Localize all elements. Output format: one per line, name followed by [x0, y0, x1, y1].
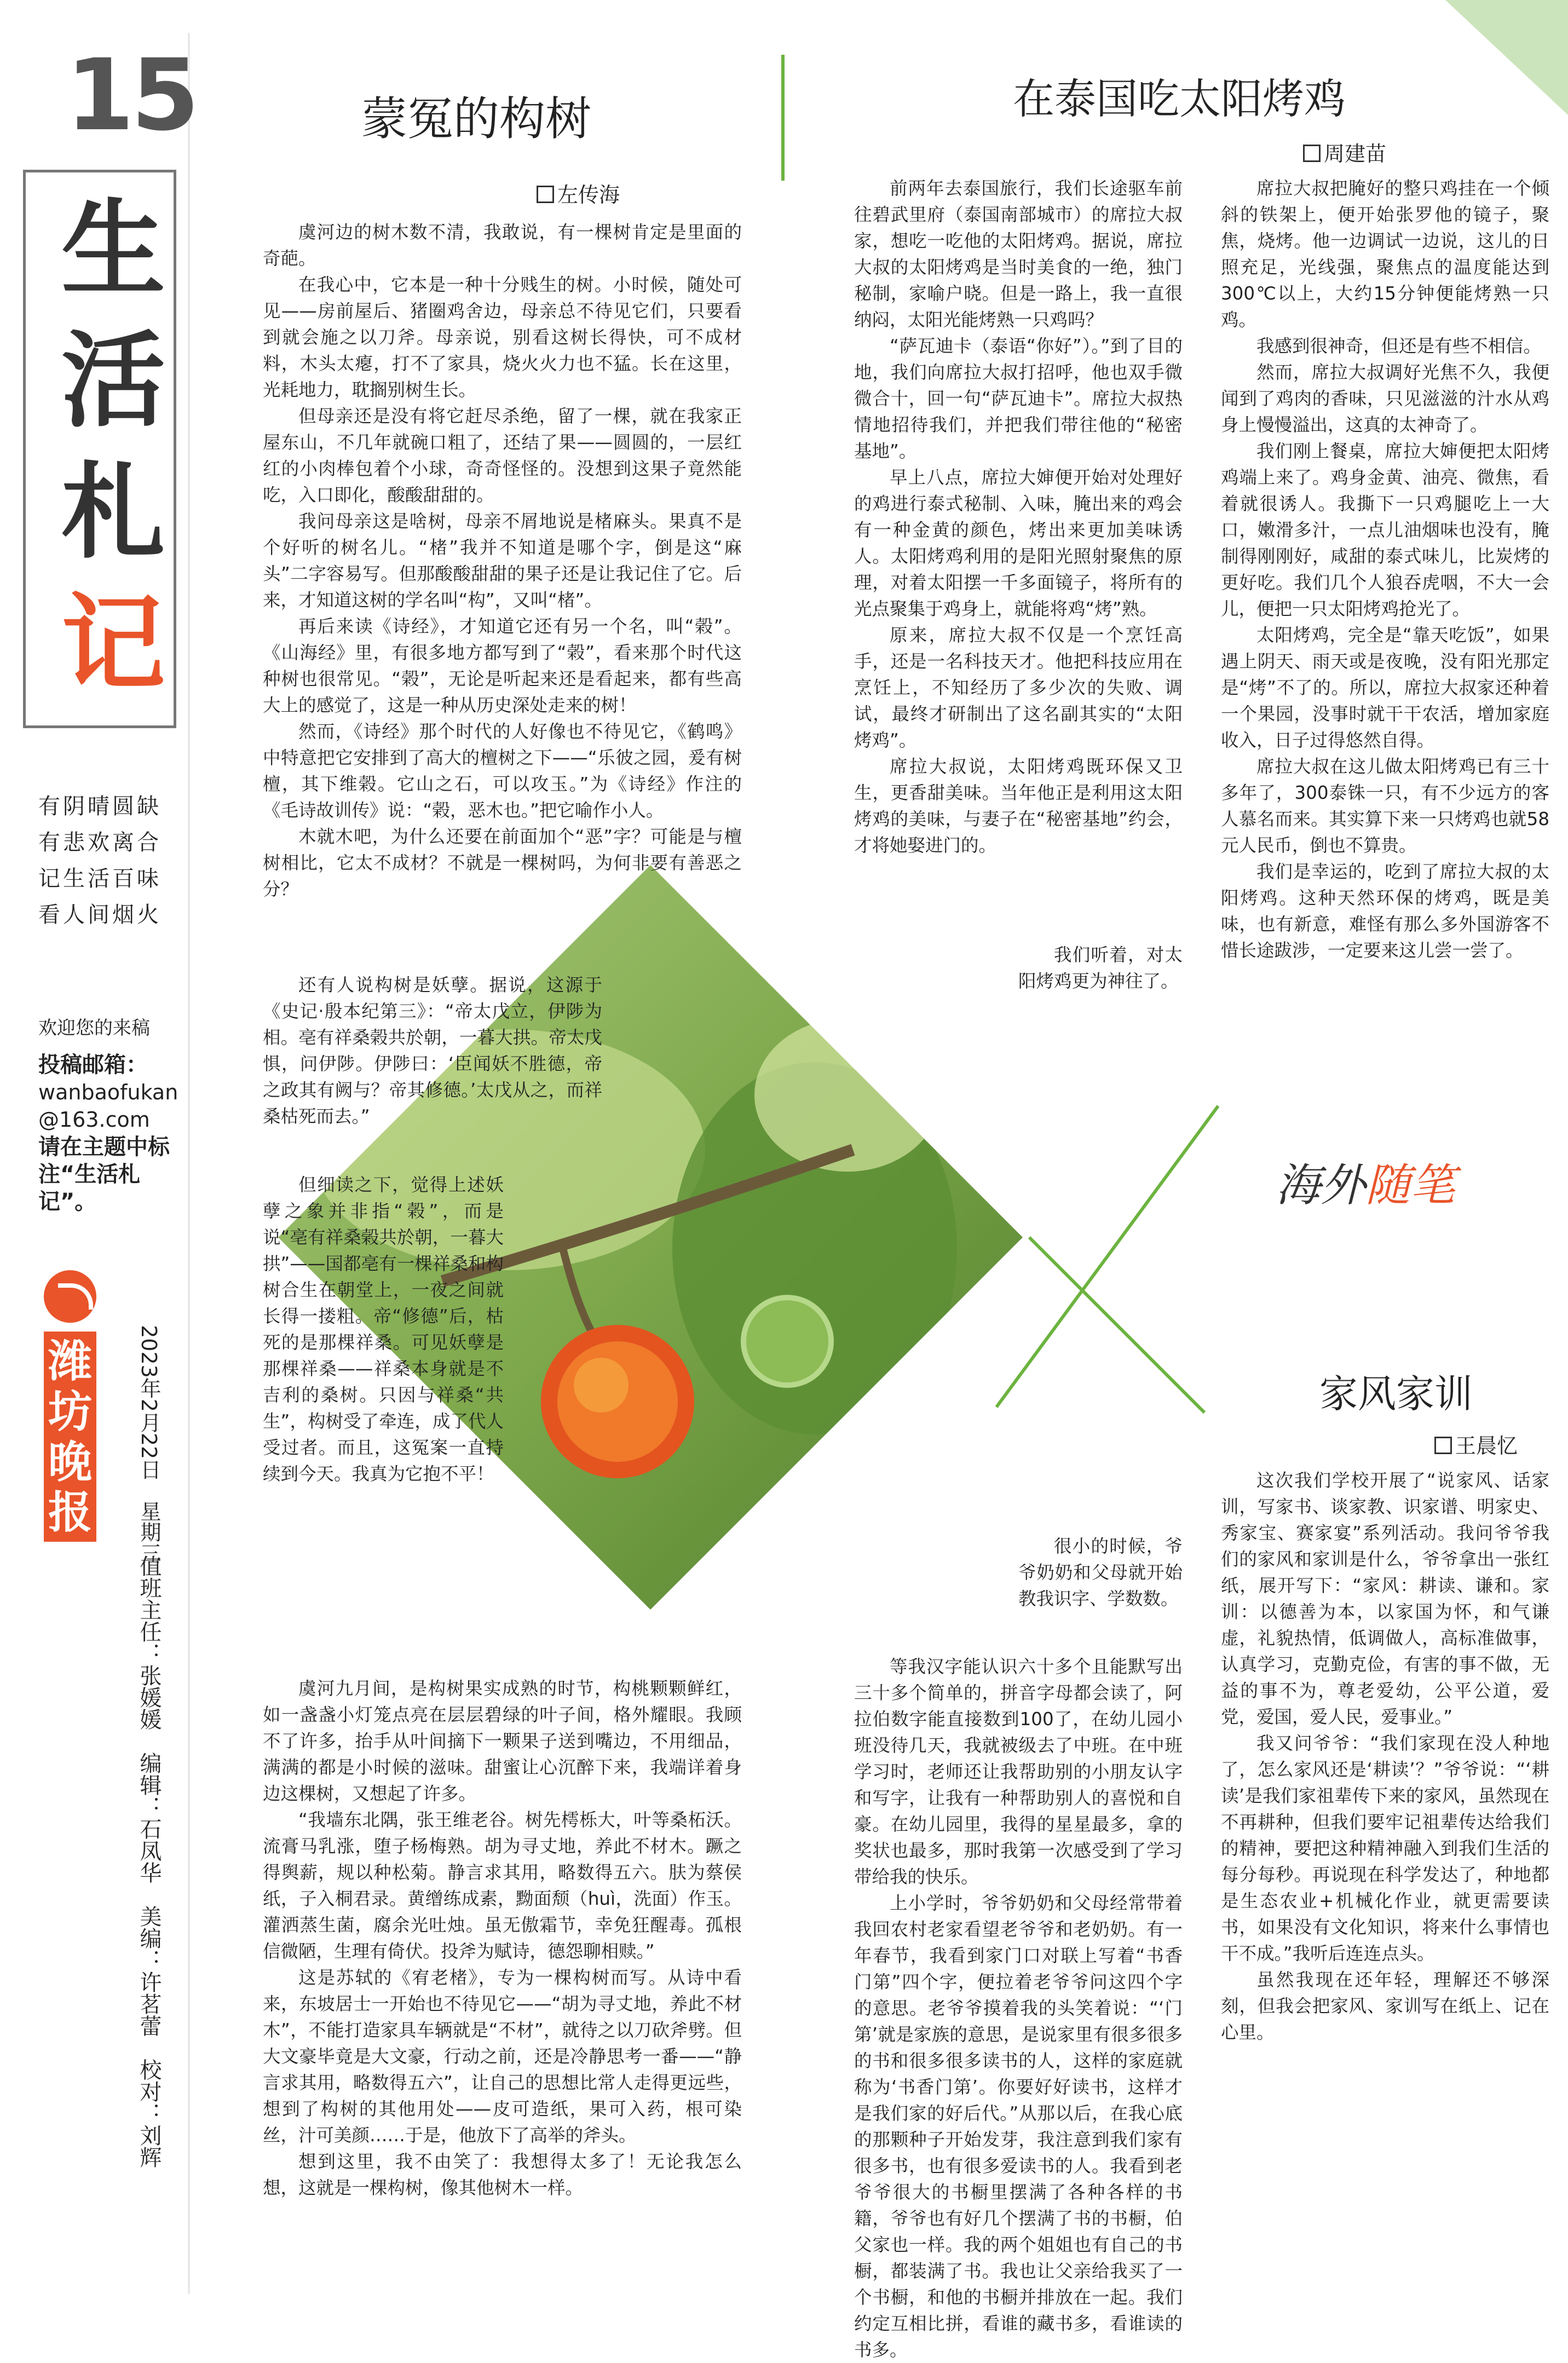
article1-paragraph: 在我心中，它本是一种十分贱生的树。小时候，随处可见——房前屋后、猪圈鸡舍边，母亲总不待见它们，只要看到就会施之以刀斧。母亲说，别看这树长得快，可不成材料，木头太瘪，打不了家具，烧火火力也不猛。长在这里，光耗地力，耽搁别树生长。	[263, 274, 742, 400]
article1-body-wrap1	[263, 972, 602, 1129]
welcome-text: 欢迎您的来稿	[38, 1017, 150, 1039]
article3-byline: 王晨忆	[1434, 1429, 1518, 1459]
article1-body-wrap2	[263, 1172, 504, 1487]
article3-paragraph: 我又问爷爷：“我们家现在没人种地了，怎么家风还是‘耕读’？”爷爷说：“‘耕读’是我们家祖辈传下来的家风，虽然现在不再耕种，但我们要牢记祖辈传达给我们的精神，要把这种精神融入到我们生活的每分每秒。再说现在科学发达了，种地都是生态农业+机械化作业，就更需要读书，如果没有文化知识，将来什么事情也干不成。”我听后连连点头。	[1221, 1733, 1549, 1964]
article2-paragraph: 然而，席拉大叔调好光焦不久，我便闻到了鸡肉的香味，只见滋滋的汁水从鸡身上慢慢溢出，这真的太神奇了。	[1221, 362, 1549, 435]
section-char-4: 记	[61, 582, 165, 704]
article2-body-wrap	[1018, 942, 1183, 994]
article3-paragraph: 虽然我现在还年轻，理解还不够深刻，但我会把家风、家训写在纸上、记在心里。	[1221, 1969, 1549, 2043]
article2-paragraph: 我感到很神奇，但还是有些不相信。	[1256, 336, 1542, 356]
article2-paragraph: 席拉大叔说，太阳烤鸡既环保又卫生，更香甜美味。当年他正是利用这太阳烤鸡的美味，与妻子在“秘密基地”约会，才将她娶进门的。	[854, 756, 1183, 856]
article2-paragraph: 席拉大叔把腌好的整只鸡挂在一个倾斜的铁架上，便开始张罗他的镜子，聚焦，烧烤。他一边调试一边说，这儿的日照充足，光线强，聚焦点的温度能达到300℃以上，大约15分钟便能烤熟一只鸡。	[1221, 178, 1549, 330]
article3-paragraph: 很小的时候，爷爷奶奶和父母就开始教我识字、学数数。	[1018, 1536, 1183, 1609]
article2-paragraph: 前两年去泰国旅行，我们长途驱车前往碧武里府（泰国南部城市）的席拉大叔家，想吃一吃他的太阳烤鸡。据说，席拉大叔的太阳烤鸡是当时美食的一绝，独门秘制，家喻户晓。但是一路上，我一直很纳闷，太阳光能烤熟一只鸡吗？	[854, 178, 1183, 330]
email-address-2[interactable]: @163.com	[38, 1108, 150, 1132]
article3-body-left	[854, 1653, 1183, 2363]
column-mark-prefix: 海外	[1276, 1160, 1365, 1212]
article3-paragraph: 这次我们学校开展了“说家风、话家训，写家书、谈家教、识家谱、明家史、秀家宝、赛家宴”系列活动。我问爷爷我们的家风和家训是什么，爷爷拿出一张红纸，展开写下：“家风：耕读、谦和。家训：以德善为本，以家国为怀，和气谦虚，礼貌热情，低调做人，高标准做事，认真学习，克勤克俭，有害的事不做，无益的事不为，尊老爱幼，公平公道，爱党，爱国，爱人民，爱事业。”	[1221, 1470, 1549, 1727]
article3-body-right	[1221, 1467, 1549, 2045]
article1-paragraph: 再后来读《诗经》，才知道它还有另一个名，叫“榖”。《山海经》里，有很多地方都写到了“榖”，看来那个时代这种树也很常见。“榖”，无论是听起来还是看起来，都有些高大上的感觉了，这是一种从历史深处走来的树！	[263, 616, 742, 716]
motto-line: 看人间烟火	[38, 902, 162, 927]
dateline: 2023年2月22日 星期三	[137, 1325, 161, 1564]
contribution-info	[38, 1051, 178, 1215]
column-mark	[1276, 1150, 1455, 1214]
logo-text: 潍坊晚报	[44, 1332, 96, 1542]
page-number: 15	[66, 38, 197, 153]
article1-paragraph: 还有人说构树是妖孽。据说，这源于《史记·殷本纪第三》：“帝太戊立，伊陟为相。亳有祥桑榖共於朝，一暮大拱。帝太戊惧，问伊陟。伊陟曰：‘臣闻妖不胜德，帝之政其有阙与？帝其修德。’太戊从之，而祥桑枯死而去。”	[263, 975, 602, 1127]
article2-paragraph: 我们听着，对太阳烤鸡更为神往了。	[1018, 944, 1183, 992]
article1-paragraph: “我墙东北隅，张王维老谷。树先樗栎大，叶等桑柘沃。流膏马乳涨，堕子杨梅熟。胡为寻丈地，养此不材木。蹶之得舆薪，规以种松菊。静言求其用，略数得五六。肤为蔡侯纸，子入桐君录。黄缯练成素，黝面颓（huì，洗面）作玉。灌洒蒸生菌，腐余光吐烛。虽无傲霜节，幸免狂醒毒。孤根信微陋，生理有倚伏。投斧为赋诗，德怨聊相赎。”	[263, 1809, 742, 1962]
article3-header	[1319, 1363, 1549, 1419]
article2-paragraph: 早上八点，席拉大婶便开始对处理好的鸡进行泰式秘制、入味，腌出来的鸡会有一种金黄的颜色，烤出来更加美味诱人。太阳烤鸡利用的是阳光照射聚焦的原理，对着太阳摆一千多面镜子，将所有的光点聚集于鸡身上，就能将鸡“烤”熟。	[854, 467, 1183, 619]
motto-line: 记生活百味	[38, 866, 162, 891]
motto	[38, 788, 181, 933]
article2-paragraph: 我们刚上餐桌，席拉大婶便把太阳烤鸡端上来了。鸡身金黄、油亮、微焦，看着就很诱人。我撕下一只鸡腿吃上一大口，嫩滑多汁，一点儿油烟味也没有，腌制得刚刚好，咸甜的泰式味儿，比炭烤的更好吃。我们几个人狼吞虎咽，不大一会儿，便把一只太阳烤鸡抢光了。	[1221, 441, 1549, 619]
article2-paragraph: 我们是幸运的，吃到了席拉大叔的太阳烤鸡。这种天然环保的烤鸡，既是美味，也有新意，难怪有那么多外国游客不惜长途跋涉，一定要来这儿尝一尝了。	[1221, 861, 1549, 961]
article2-paragraph: 太阳烤鸡，完全是“靠天吃饭”，如果遇上阴天、雨天或是夜晚，没有阳光那定是“烤”不了的。所以，席拉大叔家还种着一个果园，没事时就干干农活，增加家庭收入，日子过得悠然自得。	[1221, 625, 1549, 751]
article2-paragraph: “萨瓦迪卡（泰语“你好”）。”到了目的地，我们向席拉大叔打招呼，他也双手微微合十，回一句“萨瓦迪卡”。席拉大叔热情地招待我们，并把我们带往他的“秘密基地”。	[854, 336, 1183, 462]
article2-title: 在泰国吃太阳烤鸡	[1013, 74, 1346, 123]
article3-paragraph: 上小学时，爷爷奶奶和父母经常带着我回农村老家看望老爷爷和老奶奶。有一年春节，我看到家门口对联上写着“书香门第”四个字，便拉着老爷爷问这四个字的意思。老爷爷摸着我的头笑着说：“‘门第’就是家族的意思，是说家里有很多很多的书和很多很多读书的人，这样的家庭就称为‘书香门第’。你要好好读书，这样才是我们家的好后代。”从那以后，在我心底的那颗种子开始发芽，我注意到我们家有很多书，也有很多爱读书的人。我看到老爷爷很大的书橱里摆满了各种各样的书籍，爷爷也有好几个摆满了书的书橱，伯父家也一样。我的两个姐姐也有自己的书橱，都装满了书。我也让父亲给我买了一个书橱，和他的书橱并排放在一起。我们约定互相比拼，看谁的藏书多，看谁读的书多。	[854, 1893, 1183, 2360]
column-mark-suffix: 随笔	[1365, 1160, 1455, 1212]
article1-byline: 左传海	[537, 178, 620, 208]
section-char-2: 活	[61, 319, 165, 441]
article3-body-wrap	[1018, 1533, 1183, 1612]
article1-paragraph: 这是苏轼的《宥老楮》，专为一棵构树而写。从诗中看来，东坡居士一开始也不待见它——“胡为寻丈地，养此不材木”，不能打造家具车辆就是“不材”，就待之以刀砍斧劈。但大文豪毕竟是大文豪，行动之前，还是冷静思考一番——“静言求其用，略数得五六”，让自己的思想比常人走得更远些，想到了构树的其他用处——皮可造纸，果可入药，根可染丝，汁可美颜……于是，他放下了高举的斧头。	[263, 1967, 742, 2146]
article1-paragraph: 我问母亲这是啥树，母亲不屑地说是楮麻头。果真不是个好听的树名儿。“楮”我并不知道是哪个字，倒是这“麻头”二字容易写。但那酸酸甜甜的果子还是让我记住了它。后来，才知道这树的学名叫“构”，又叫“楮”。	[263, 511, 742, 610]
red-fruit	[541, 1325, 694, 1478]
email-address-1[interactable]: wanbaofukan	[38, 1080, 178, 1104]
article1-paragraph: 但母亲还是没有将它赶尽杀绝，留了一棵，就在我家正屋东山，不几年就碗口粗了，还结了果——圆圆的，一层红红的小肉棒包着个小球，奇奇怪怪的。没想到这果子竟然能吃，入口即化，酸酸甜甜的。	[263, 406, 742, 505]
article1-paragraph: 想到这里，我不由笑了：我想得太多了！无论我怎么想，这就是一棵构树，像其他树木一样。	[263, 2151, 742, 2198]
article3-title: 家风家训	[1319, 1371, 1473, 1416]
article1-body-bottom	[263, 1675, 742, 2201]
article2-paragraph: 原来，席拉大叔不仅是一个烹饪高手，还是一名科技天才。他把科技应用在烹饪上，不知经历了多少次的失败、调试，最终才研制出了这名副其实的“太阳烤鸡”。	[854, 625, 1183, 751]
staff-credits: 值班主任：张媛媛 编辑：石凤华 美编：许茗蕾 校对：刘辉	[136, 1555, 162, 2168]
article2-body-right	[1221, 175, 1549, 964]
article2-header	[1013, 66, 1429, 125]
motto-line: 有悲欢离合	[38, 830, 162, 855]
motto-line: 有阴晴圆缺	[38, 794, 162, 819]
article1-paragraph: 虞河边的树木数不清，我敢说，有一棵树肯定是里面的奇葩。	[263, 222, 742, 269]
article1-paragraph: 木就木吧，为什么还要在前面加个“恶”字？可能是与檀树相比，它太不成材？不就是一棵树吗，为何非要有善恶之分？	[263, 826, 742, 900]
article1-paragraph: 然而，《诗经》那个时代的人好像也不待见它，《鹤鸣》中特意把它安排到了高大的檀树之下——“乐彼之园，爰有树檀，其下维榖。它山之石，可以攻玉。”为《诗经》作注的《毛诗故训传》说：“榖，恶木也。”把它喻作小人。	[263, 721, 742, 821]
article1-paragraph: 虞河九月间，是构树果实成熟的时节，构桃颗颗鲜红，如一盏盏小灯笼点亮在层层碧绿的叶子间，格外耀眼。我顾不了许多，抬手从叶间摘下一颗果子送到嘴边，不用细品，满满的都是小时候的滋味。甜蜜让心沉醉下来，我端详着身边这棵树，又想起了许多。	[263, 1678, 742, 1804]
article2-paragraph: 席拉大叔在这儿做太阳烤鸡已有三十多年了，300泰铢一只，有不少远方的客人慕名而来。其实算下来一只烤鸡也就58元人民币，倒也不算贵。	[1221, 756, 1549, 856]
article3-paragraph: 等我汉字能认识六十多个且能默写出三十多个简单的，拼音字母都会读了，阿拉伯数字能直接数到100了，在幼儿园小班没待几天，我就被级去了中班。在中班学习时，老师还让我帮助别的小朋友认字和写字，让我有一种帮助别人的喜悦和自豪。在幼儿园里，我得的星星最多，拿的奖状也最多，那时我第一次感受到了学习带给我的快乐。	[854, 1656, 1183, 1887]
article2-byline: 周建苗	[1303, 137, 1386, 167]
article1-body	[263, 219, 742, 902]
newspaper-logo	[44, 1270, 109, 1542]
submission-note: 请在主题中标注“生活札记”。	[38, 1134, 170, 1214]
logo-icon	[44, 1270, 96, 1323]
article1-header	[361, 82, 668, 148]
email-label: 投稿邮箱：	[38, 1052, 148, 1077]
article2-body-left	[854, 175, 1183, 858]
article1-title: 蒙冤的构树	[361, 92, 592, 146]
section-char-1: 生	[61, 188, 165, 310]
article1-paragraph: 但细读之下，觉得上述妖孽之象并非指“榖”，而是说“亳有祥桑榖共於朝，一暮大拱”——国都亳有一棵祥桑和构树合生在朝堂上，一夜之间就长得一搂粗。帝“修德”后，枯死的是那棵祥桑。可见妖孽是那棵祥桑——祥桑本身就是不吉利的桑树。只因与祥桑“共生”，构树受了牵连，成了代人受过者。而且，这冤案一直持续到今天。我真为它抱不平！	[263, 1174, 504, 1484]
section-title-box	[23, 170, 176, 728]
section-char-3: 札	[61, 451, 165, 573]
